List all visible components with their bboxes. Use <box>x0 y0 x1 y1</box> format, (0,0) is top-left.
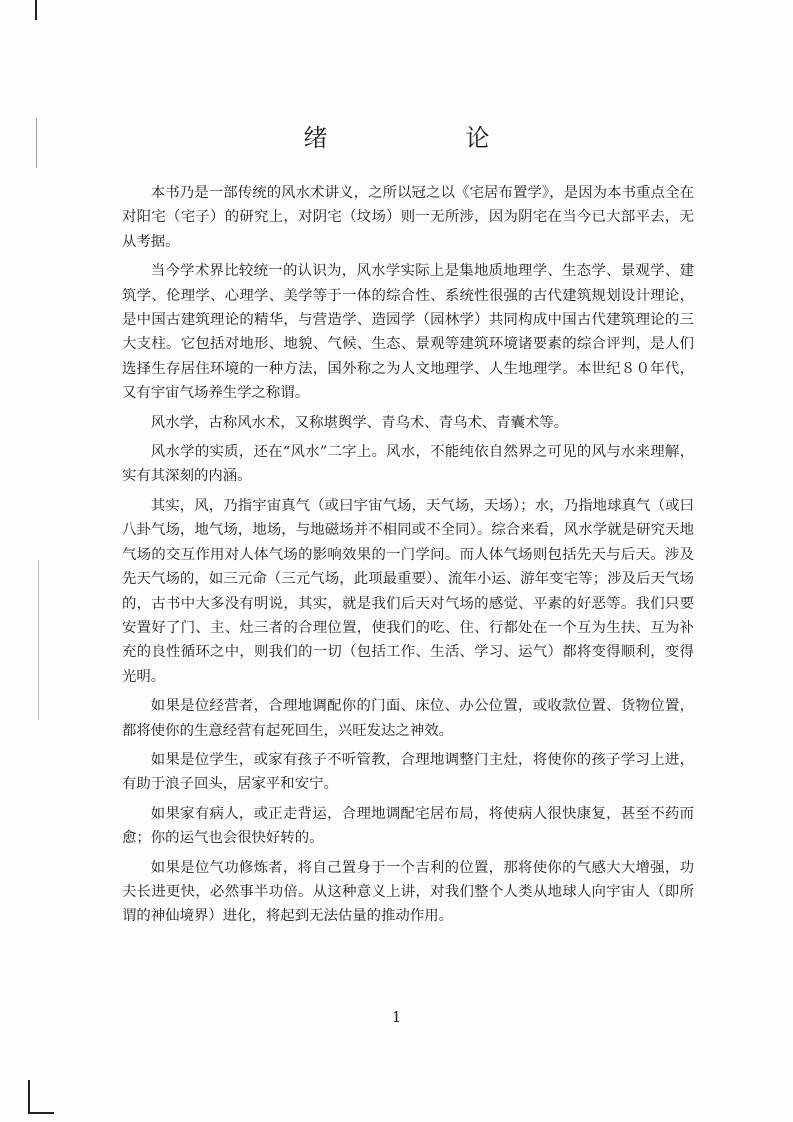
chapter-title-char: 绪 <box>303 124 328 152</box>
paragraph: 如果是位经营者，合理地调配你的门面、床位、办公位置，或收款位置、货物位置，都将使你的生意经营有起死回生，兴旺发达之神效。 <box>122 698 694 739</box>
scan-artifact-line <box>35 0 37 20</box>
paragraph: 如果是位气功修炼者，将自己置身于一个吉利的位置，那将使你的气感大大增强，功夫长进更快，必然事半功倍。从这种意义上讲，对我们整个人类从地球人向宇宙人（即所谓的神仙境界）进化，将起到无法估量的推动作用。 <box>122 859 694 925</box>
paragraph: 如果家有病人，或正走背运，合理地调配宅居布局，将使病人很快康复，甚至不药而愈；你的运气也会很快好转的。 <box>122 805 694 847</box>
paragraph: 当今学术界比较统一的认识为，风水学实际上是集地质地理学、生态学、景观学、建筑学、伦理学、心理学、美学等于一体的综合性、系统性很强的古代建筑规划设计理论，是中国古建筑理论的精华，与营造学、造园学（园林学）共同构成中国古代建筑理论的三大支柱。它包括对地形、地貌、气候、生态、景观等建筑环境诸要素的综合评判，是人们选择生存居住环境的一种方法，国外称之为人文地理学、人生地理学。本世纪８０年代，又有宇宙气场养生学之称谓。 <box>122 263 694 402</box>
chapter-title-char: 论 <box>465 124 490 152</box>
paragraph: 其实，风，乃指宇宙真气（或曰宇宙气场，天气场，天场）；水，乃指地球真气（或曰八卦气场，地气场，地场，与地磁场并不相同或不全同）。综合来看，风水学就是研究天地气场的交互作用对人体气场的影响效果的一门学问。而人体气场则包括先天与后天。涉及先天气场的，如三元命（三元气场，此项最重要）、流年小运、游年变宅等；涉及后天气场的，古书中大多没有明说，其实，就是我们后天对气场的感觉、平素的好恶等。我们只要安置好了门、主、灶三者的合理位置，使我们的吃、住、行都处在一个互为生扶、互为补充的良性循环之中，则我们的一切（包括工作、生活、学习、运气）都将变得顺利，变得光明。 <box>122 497 694 685</box>
body-text <box>122 181 694 934</box>
page-number: 1 <box>391 1008 402 1026</box>
paragraph: 风水学，古称风水术，又称堪舆学、青乌术、青乌术、青囊术等。 <box>150 414 569 431</box>
scan-corner-mark <box>28 1080 54 1114</box>
paragraph: 如果是位学生，或家有孩子不听管教，合理地调整门主灶，将使你的孩子学习上进，有助于浪子回头，居家平和安宁。 <box>122 751 694 793</box>
chapter-title <box>0 118 793 153</box>
paragraph: 本书乃是一部传统的风水术讲义，之所以冠之以《宅居布置学》，是因为本书重点全在对阳宅（宅子）的研究上，对阴宅（坟场）则一无所涉，因为阴宅在当今已大部平去，无从考据。 <box>122 185 694 250</box>
paragraph: 风水学的实质，还在“风水”二字上。风水，不能纯依自然界之可见的风与水来理解，实有其深刻的内涵。 <box>122 444 694 485</box>
scan-artifact-line <box>38 560 39 720</box>
